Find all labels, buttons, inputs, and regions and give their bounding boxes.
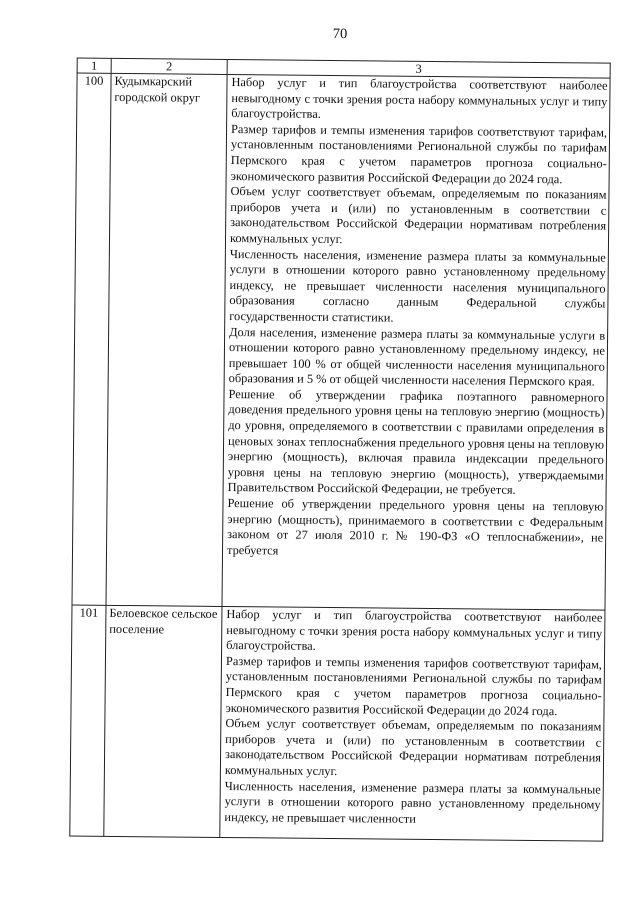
- municipality-name: Белоевское сельское поселение: [104, 605, 222, 837]
- row-number: 101: [70, 605, 106, 836]
- description-paragraph: Набор услуг и тип благоустройства соответствуют наиболее невыгодному с точки зрения роста набору коммунальных услуг и типу благоустройства.: [226, 607, 603, 654]
- description-paragraph: Размер тарифов и темпы изменения тарифов соответствуют тарифам, установленным постановлениями Региональной службы по тарифам Пермского края с учетом параметров прогноза социально-экономического развития Российской Федерации до 2024 года.: [230, 121, 608, 186]
- description-paragraph: Численность населения, изменение размера платы за коммунальные услуги в отношении которого равно установленному предельному индексу, не превышает численности: [224, 778, 601, 826]
- description-paragraph: Численность населения, изменение размера платы за коммунальные услуги в отношении которого равно установленному предельному индексу, не превышает численности населения муниципального образования согласно данным Федеральной службы государственности статистики.: [229, 246, 606, 325]
- description-paragraph: Решение об утверждении графика поэтапного равномерного доведения предельного уровня цены на тепловую энергию (мощность) до уровня, определяемого в соответствии с правилами определения в ценовых зонах теплоснабжения предельного уровня цены на тепловую энергию (мощность), включая правила индексации предельного уровня цены на тепловую энергию (мощность), утверждаемыми Правительством Российской Федерации, не требуется.: [227, 386, 605, 498]
- row-number: 100: [72, 73, 111, 605]
- description-paragraph: Решение об утверждении предельного уровня цены на тепловую энергию (мощность), принимаемого в соответствии с Федеральным законом от 27 июля 2010 г. № 190-ФЗ «О теплоснабжении», не требуется: [226, 496, 604, 558]
- column-header-description: 3: [227, 59, 610, 78]
- table-row: [72, 73, 610, 610]
- description-paragraph: Объем услуг соответствует объемам, определяемым по показаниям приборов учета и (или) по установленным в соответствии с законодательством Российской Федерации нормативам потребления коммунальных услуг.: [224, 716, 602, 779]
- column-header-municipality: 2: [111, 58, 227, 74]
- page-number: 70: [332, 26, 348, 43]
- description-paragraph: Набор услуг и тип благоустройства соответствуют наиболее невыгодному с точки зрения роста набору коммунальных услуг и типу благоустройства.: [231, 75, 608, 122]
- column-header-number: 1: [77, 58, 111, 73]
- description-paragraph: Объем услуг соответствует объемам, определяемым по показаниям приборов учета и (или) по установленным в соответствии с законодательством Российской Федерации нормативам потребления коммунальных услуг.: [229, 184, 607, 247]
- row-description: [222, 74, 610, 610]
- tariff-table: [69, 58, 610, 842]
- row-description: [220, 606, 605, 841]
- description-paragraph: Доля населения, изменение размера платы за коммунальные услуги в отношении которого равно установленному предельному индексу, не превышает 100 % от общей численности населения муниципального образования и 5 % от общей численности населения Пермского края.: [228, 324, 606, 389]
- description-paragraph: Размер тарифов и темпы изменения тарифов соответствуют тарифам, установленным постановлениями Региональной службы по тарифам Пермского края с учетом параметров прогноза социально-экономического развития Российской Федерации до 2024 года.: [225, 653, 603, 718]
- table-row: [70, 605, 605, 841]
- municipality-name: Кудымкарский городской округ: [106, 73, 227, 606]
